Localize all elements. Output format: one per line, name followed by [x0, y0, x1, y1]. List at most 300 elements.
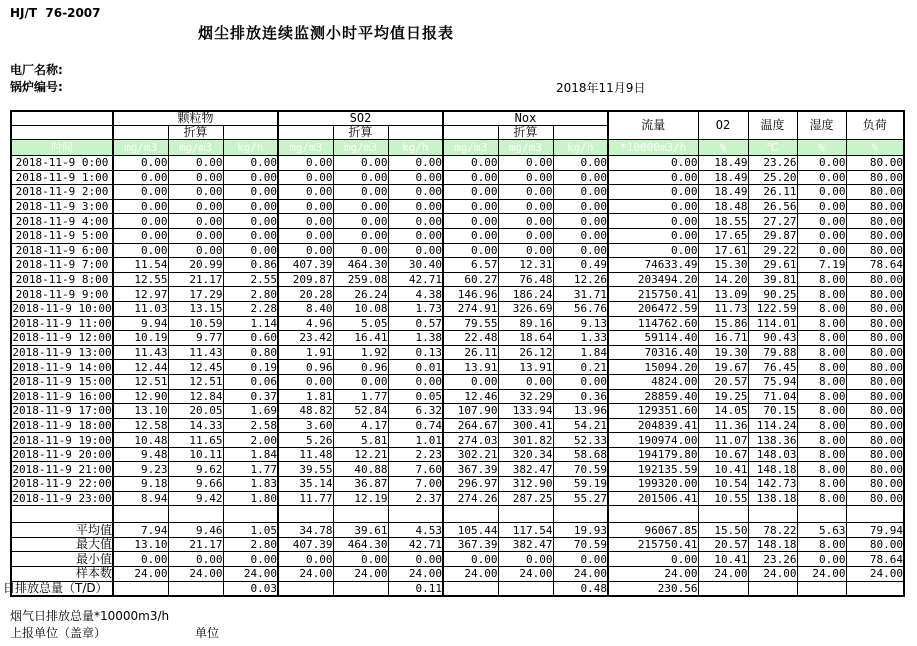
- value-cell: 8.00: [797, 301, 846, 316]
- value-cell: 11.73: [698, 301, 748, 316]
- hour-row: [11, 185, 904, 200]
- converted-label-so2: 折算: [333, 126, 388, 140]
- value-cell: 20.57: [698, 374, 748, 389]
- report-unit-label: 上报单位（盖章）: [10, 626, 107, 640]
- value-cell: 2.23: [388, 447, 443, 462]
- value-cell: 0.00: [553, 199, 608, 214]
- time-cell: 2018-11-9 11:00: [12, 316, 112, 330]
- hour-row: [11, 199, 904, 214]
- value-cell: 215750.41: [608, 287, 698, 302]
- value-cell: 10.41: [698, 462, 748, 477]
- converted-label-particulate: 折算: [168, 126, 223, 140]
- value-cell: 0.00: [278, 170, 333, 185]
- value-cell: 42.71: [388, 272, 443, 287]
- value-cell: 320.34: [498, 447, 553, 462]
- value-cell: 9.66: [168, 477, 223, 492]
- value-cell: 26.24: [333, 287, 388, 302]
- value-cell: 13.91: [498, 360, 553, 375]
- value-cell: 148.18: [748, 462, 797, 477]
- value-cell: 35.14: [278, 477, 333, 492]
- hour-row: [11, 331, 904, 346]
- value-cell: 78.64: [846, 258, 904, 273]
- hour-row: [11, 477, 904, 492]
- value-cell: 1.77: [223, 462, 278, 477]
- value-cell: [168, 506, 223, 523]
- value-cell: 17.29: [168, 287, 223, 302]
- value-cell: 70.59: [553, 537, 608, 552]
- value-cell: 367.39: [443, 462, 498, 477]
- value-cell: [797, 506, 846, 523]
- flue-gas-total-note: 烟气日排放总量*10000m3/h: [10, 609, 170, 623]
- value-cell: 1.33: [553, 331, 608, 346]
- value-cell: 70.59: [553, 462, 608, 477]
- value-cell: 12.19: [333, 491, 388, 506]
- value-cell: 80.00: [846, 316, 904, 331]
- unit-cell: mg/m3: [278, 140, 333, 156]
- value-cell: 76.45: [748, 360, 797, 375]
- value-cell: 70316.40: [608, 345, 698, 360]
- value-cell: 0.00: [608, 214, 698, 229]
- value-cell: 203494.20: [608, 272, 698, 287]
- value-cell: 80.00: [846, 477, 904, 492]
- time-cell: 2018-11-9 12:00: [12, 331, 112, 345]
- value-cell: 2.37: [388, 491, 443, 506]
- value-cell: 13.10: [113, 537, 168, 552]
- value-cell: 1.84: [223, 447, 278, 462]
- value-cell: 312.90: [498, 477, 553, 492]
- value-cell: 1.14: [223, 316, 278, 331]
- daily-total-label: 日排放总量（T/D）: [11, 581, 113, 596]
- value-cell: 18.55: [698, 214, 748, 229]
- value-cell: 76.48: [498, 272, 553, 287]
- value-cell: 0.00: [498, 228, 553, 243]
- value-cell: 16.41: [333, 331, 388, 346]
- value-cell: 29.61: [748, 258, 797, 273]
- value-cell: 274.03: [443, 433, 498, 448]
- value-cell: 19.25: [698, 389, 748, 404]
- hour-row: [11, 360, 904, 375]
- time-cell: 2018-11-9 20:00: [12, 448, 112, 462]
- value-cell: 302.21: [443, 447, 498, 462]
- value-cell: 0.60: [223, 331, 278, 346]
- value-cell: 0.00: [553, 243, 608, 258]
- value-cell: 300.41: [498, 418, 553, 433]
- value-cell: [846, 506, 904, 523]
- value-cell: 10.48: [113, 433, 168, 448]
- value-cell: [797, 581, 846, 596]
- value-cell: 80.00: [846, 374, 904, 389]
- value-cell: 10.54: [698, 477, 748, 492]
- value-cell: 0.00: [443, 214, 498, 229]
- value-cell: 18.49: [698, 185, 748, 200]
- value-cell: 0.00: [278, 374, 333, 389]
- unit-cell: kg/h: [223, 140, 278, 156]
- value-cell: 9.46: [168, 523, 223, 538]
- corner-cell-2: [11, 126, 113, 140]
- value-cell: 2.00: [223, 433, 278, 448]
- value-cell: 0.00: [388, 552, 443, 567]
- value-cell: 138.36: [748, 433, 797, 448]
- value-cell: 0.00: [168, 214, 223, 229]
- value-cell: 0.00: [168, 243, 223, 258]
- unit-cell: kg/h: [553, 140, 608, 156]
- value-cell: 0.00: [797, 199, 846, 214]
- value-cell: 0.00: [333, 552, 388, 567]
- units-header-row: [11, 140, 904, 156]
- value-cell: 9.42: [168, 491, 223, 506]
- value-cell: 199320.00: [608, 477, 698, 492]
- value-cell: [113, 506, 168, 523]
- value-cell: 1.77: [333, 389, 388, 404]
- value-cell: 8.00: [797, 374, 846, 389]
- value-cell: 264.67: [443, 418, 498, 433]
- value-cell: 0.19: [223, 360, 278, 375]
- corner-cell-1: [11, 111, 113, 126]
- value-cell: 0.96: [333, 360, 388, 375]
- value-cell: 0.00: [498, 185, 553, 200]
- summary-label: 样本数: [11, 567, 113, 582]
- value-cell: 70.15: [748, 404, 797, 419]
- value-cell: 8.00: [797, 316, 846, 331]
- value-cell: 25.20: [748, 170, 797, 185]
- value-cell: 0.00: [113, 243, 168, 258]
- spacer-cell: [553, 126, 608, 140]
- value-cell: 15094.20: [608, 360, 698, 375]
- value-cell: 0.00: [113, 170, 168, 185]
- group-particulate: 颗粒物: [113, 111, 278, 126]
- value-cell: 79.88: [748, 345, 797, 360]
- value-cell: 24.00: [278, 567, 333, 582]
- value-cell: 0.00: [278, 214, 333, 229]
- value-cell: 2.58: [223, 418, 278, 433]
- value-cell: 23.42: [278, 331, 333, 346]
- time-cell: 2018-11-9 7:00: [11, 258, 113, 273]
- value-cell: 0.00: [443, 156, 498, 171]
- value-cell: 259.08: [333, 272, 388, 287]
- spacer-cell: [11, 506, 113, 523]
- value-cell: 148.18: [748, 537, 797, 552]
- value-cell: 80.00: [846, 433, 904, 448]
- value-cell: 0.00: [333, 170, 388, 185]
- value-cell: 5.81: [333, 433, 388, 448]
- summary-label: 最大值: [11, 537, 113, 552]
- value-cell: 9.77: [168, 331, 223, 346]
- value-cell: 2.55: [223, 272, 278, 287]
- value-cell: 12.90: [113, 389, 168, 404]
- value-cell: 1.69: [223, 404, 278, 419]
- value-cell: 0.00: [608, 243, 698, 258]
- value-cell: 1.73: [388, 301, 443, 316]
- value-cell: 13.15: [168, 301, 223, 316]
- value-cell: 12.45: [168, 360, 223, 375]
- value-cell: 9.62: [168, 462, 223, 477]
- value-cell: 39.81: [748, 272, 797, 287]
- value-cell: 0.00: [333, 374, 388, 389]
- value-cell: 52.33: [553, 433, 608, 448]
- value-cell: 301.82: [498, 433, 553, 448]
- value-cell: 4.53: [388, 523, 443, 538]
- time-cell: 2018-11-9 18:00: [12, 418, 112, 432]
- value-cell: 12.55: [113, 272, 168, 287]
- value-cell: 59.19: [553, 477, 608, 492]
- value-cell: 0.86: [223, 258, 278, 273]
- value-cell: 0.06: [223, 374, 278, 389]
- value-cell: 0.00: [797, 170, 846, 185]
- value-cell: 20.05: [168, 404, 223, 419]
- unit-cell: mg/m3: [168, 140, 223, 156]
- value-cell: 8.00: [797, 360, 846, 375]
- value-cell: 1.05: [223, 523, 278, 538]
- value-cell: 0.00: [797, 228, 846, 243]
- value-cell: 74633.49: [608, 258, 698, 273]
- value-cell: 14.20: [698, 272, 748, 287]
- value-cell: 0.00: [443, 374, 498, 389]
- value-cell: 80.00: [846, 272, 904, 287]
- spacer-row: [11, 506, 904, 523]
- value-cell: 19.93: [553, 523, 608, 538]
- value-cell: 24.00: [748, 567, 797, 582]
- value-cell: 80.00: [846, 389, 904, 404]
- value-cell: 114.01: [748, 316, 797, 331]
- hour-row: [11, 258, 904, 273]
- value-cell: 10.67: [698, 447, 748, 462]
- value-cell: 24.00: [846, 567, 904, 582]
- value-cell: 0.37: [223, 389, 278, 404]
- value-cell: 39.55: [278, 462, 333, 477]
- value-cell: 0.11: [388, 581, 443, 596]
- standard-code: HJ/T 76-2007: [10, 6, 101, 20]
- value-cell: 1.38: [388, 331, 443, 346]
- value-cell: 80.00: [846, 243, 904, 258]
- value-cell: 0.00: [443, 243, 498, 258]
- value-cell: 79.55: [443, 316, 498, 331]
- value-cell: 26.11: [748, 185, 797, 200]
- value-cell: 23.26: [748, 552, 797, 567]
- value-cell: 0.00: [333, 199, 388, 214]
- value-cell: 0.00: [168, 156, 223, 171]
- unit-cell: mg/m3: [333, 140, 388, 156]
- value-cell: [498, 581, 553, 596]
- value-cell: 80.00: [846, 185, 904, 200]
- value-cell: [698, 581, 748, 596]
- value-cell: 0.00: [388, 185, 443, 200]
- value-cell: 0.00: [388, 199, 443, 214]
- value-cell: 0.00: [797, 552, 846, 567]
- value-cell: 8.00: [797, 537, 846, 552]
- time-cell: 2018-11-9 21:00: [12, 462, 112, 476]
- value-cell: 80.00: [846, 331, 904, 346]
- value-cell: 0.01: [388, 360, 443, 375]
- value-cell: 11.03: [113, 301, 168, 316]
- value-cell: [278, 506, 333, 523]
- value-cell: 0.00: [168, 170, 223, 185]
- value-cell: 10.41: [698, 552, 748, 567]
- hour-row: [11, 214, 904, 229]
- hour-row: [11, 418, 904, 433]
- value-cell: 80.00: [846, 345, 904, 360]
- value-cell: 15.50: [698, 523, 748, 538]
- unit-cell: %: [846, 140, 904, 156]
- value-cell: 148.03: [748, 447, 797, 462]
- value-cell: 0.00: [553, 170, 608, 185]
- value-cell: 0.00: [443, 228, 498, 243]
- value-cell: 80.00: [846, 287, 904, 302]
- hour-row: [11, 462, 904, 477]
- summary-row: [11, 567, 904, 582]
- unit-cell: ℃: [748, 140, 797, 156]
- col-load: 负荷: [846, 111, 904, 140]
- value-cell: 0.00: [223, 185, 278, 200]
- value-cell: 0.00: [333, 185, 388, 200]
- value-cell: 11.77: [278, 491, 333, 506]
- value-cell: 12.31: [498, 258, 553, 273]
- value-cell: 80.00: [846, 447, 904, 462]
- summary-row: [11, 537, 904, 552]
- hour-row: [11, 345, 904, 360]
- value-cell: 80.00: [846, 214, 904, 229]
- value-cell: 8.00: [797, 389, 846, 404]
- value-cell: 0.21: [553, 360, 608, 375]
- value-cell: 367.39: [443, 537, 498, 552]
- value-cell: 133.94: [498, 404, 553, 419]
- value-cell: 12.26: [553, 272, 608, 287]
- value-cell: 146.96: [443, 287, 498, 302]
- value-cell: 0.00: [797, 185, 846, 200]
- value-cell: 0.00: [278, 228, 333, 243]
- value-cell: 11.54: [113, 258, 168, 273]
- value-cell: [443, 506, 498, 523]
- value-cell: 201506.41: [608, 491, 698, 506]
- value-cell: 0.00: [608, 552, 698, 567]
- time-cell: 2018-11-9 19:00: [12, 433, 112, 447]
- value-cell: 0.00: [278, 243, 333, 258]
- plant-name-label: 电厂名称:: [10, 63, 63, 77]
- value-cell: 382.47: [498, 462, 553, 477]
- value-cell: 0.00: [498, 199, 553, 214]
- value-cell: 0.00: [388, 228, 443, 243]
- value-cell: 0.00: [553, 185, 608, 200]
- value-cell: 15.86: [698, 316, 748, 331]
- hour-row: [11, 228, 904, 243]
- value-cell: 0.00: [223, 228, 278, 243]
- daily-total-row: [11, 581, 904, 596]
- value-cell: [608, 506, 698, 523]
- value-cell: 2.80: [223, 537, 278, 552]
- value-cell: 78.22: [748, 523, 797, 538]
- value-cell: 34.78: [278, 523, 333, 538]
- time-cell: 2018-11-9 17:00: [12, 404, 112, 418]
- value-cell: 8.00: [797, 447, 846, 462]
- value-cell: 10.55: [698, 491, 748, 506]
- value-cell: [388, 506, 443, 523]
- value-cell: 7.00: [388, 477, 443, 492]
- value-cell: 18.49: [698, 156, 748, 171]
- time-cell: 2018-11-9 0:00: [11, 156, 113, 171]
- value-cell: 464.30: [333, 258, 388, 273]
- value-cell: 8.00: [797, 287, 846, 302]
- value-cell: 21.17: [168, 537, 223, 552]
- value-cell: 1.80: [223, 491, 278, 506]
- value-cell: [698, 506, 748, 523]
- value-cell: 0.00: [333, 214, 388, 229]
- value-cell: 0.00: [168, 552, 223, 567]
- time-cell: 2018-11-9 5:00: [11, 228, 113, 243]
- value-cell: 230.56: [608, 581, 698, 596]
- value-cell: 0.00: [553, 156, 608, 171]
- value-cell: 11.43: [168, 345, 223, 360]
- value-cell: 13.09: [698, 287, 748, 302]
- value-cell: 4.17: [333, 418, 388, 433]
- time-cell: 2018-11-9 3:00: [11, 199, 113, 214]
- value-cell: 1.01: [388, 433, 443, 448]
- value-cell: 56.76: [553, 301, 608, 316]
- value-cell: 39.61: [333, 523, 388, 538]
- value-cell: 11.43: [113, 345, 168, 360]
- value-cell: 80.00: [846, 199, 904, 214]
- spacer-cell: [113, 126, 168, 140]
- monitoring-table: [3, 110, 905, 597]
- summary-row: [11, 523, 904, 538]
- value-cell: 0.00: [443, 185, 498, 200]
- value-cell: 17.61: [698, 243, 748, 258]
- time-cell: 2018-11-9 6:00: [11, 243, 113, 258]
- value-cell: 8.00: [797, 491, 846, 506]
- value-cell: 12.44: [113, 360, 168, 375]
- time-cell: 2018-11-9 8:00: [11, 272, 113, 287]
- value-cell: 42.71: [388, 537, 443, 552]
- value-cell: 8.94: [113, 491, 168, 506]
- value-cell: 0.80: [223, 345, 278, 360]
- value-cell: 0.00: [553, 228, 608, 243]
- value-cell: 24.00: [443, 567, 498, 582]
- summary-label: 平均值: [11, 523, 113, 538]
- value-cell: 55.27: [553, 491, 608, 506]
- unit-cell: *10000m3/h: [608, 140, 698, 156]
- value-cell: 0.00: [223, 199, 278, 214]
- value-cell: 7.60: [388, 462, 443, 477]
- value-cell: 0.00: [388, 214, 443, 229]
- value-cell: 0.00: [278, 185, 333, 200]
- value-cell: 1.91: [278, 345, 333, 360]
- value-cell: 0.00: [333, 243, 388, 258]
- value-cell: 138.18: [748, 491, 797, 506]
- value-cell: 32.29: [498, 389, 553, 404]
- value-cell: 1.92: [333, 345, 388, 360]
- value-cell: 12.51: [168, 374, 223, 389]
- value-cell: 2.28: [223, 301, 278, 316]
- value-cell: 407.39: [278, 258, 333, 273]
- value-cell: 48.82: [278, 404, 333, 419]
- value-cell: 5.05: [333, 316, 388, 331]
- value-cell: 326.69: [498, 301, 553, 316]
- value-cell: 0.00: [498, 243, 553, 258]
- converted-label-nox: 折算: [498, 126, 553, 140]
- value-cell: 80.00: [846, 360, 904, 375]
- col-o2: O2: [698, 111, 748, 140]
- value-cell: 30.40: [388, 258, 443, 273]
- value-cell: [443, 581, 498, 596]
- value-cell: 0.74: [388, 418, 443, 433]
- value-cell: 36.87: [333, 477, 388, 492]
- value-cell: 8.00: [797, 462, 846, 477]
- value-cell: 4.38: [388, 287, 443, 302]
- value-cell: 89.16: [498, 316, 553, 331]
- value-cell: [846, 581, 904, 596]
- value-cell: 21.17: [168, 272, 223, 287]
- value-cell: 8.40: [278, 301, 333, 316]
- boiler-number-label: 锅炉编号:: [10, 80, 63, 94]
- table-body: [3, 156, 904, 597]
